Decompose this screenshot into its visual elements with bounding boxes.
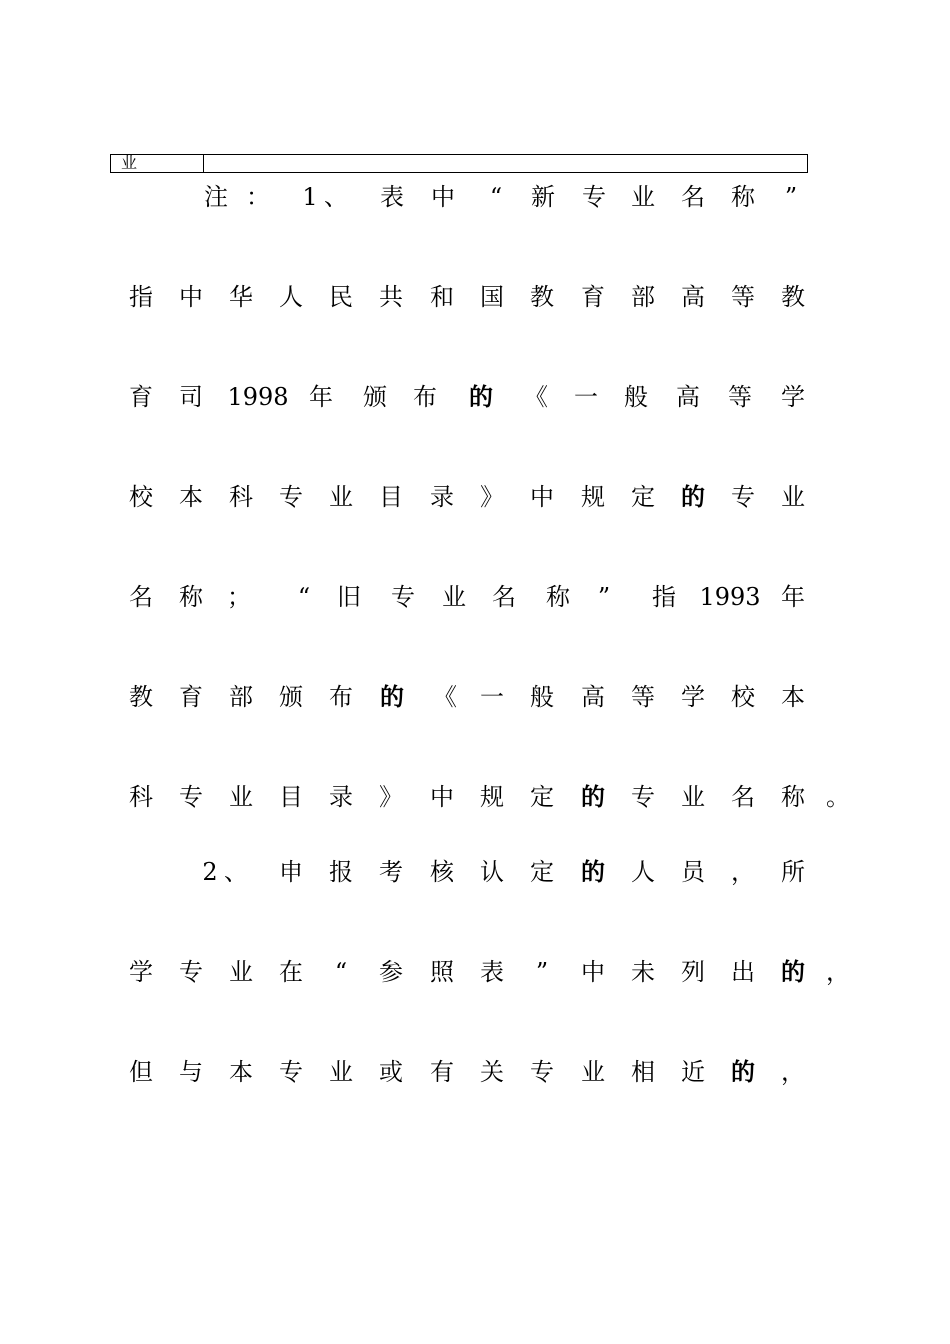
text-glyph: 学	[129, 958, 153, 986]
text-glyph: 学	[681, 683, 705, 711]
text-glyph: 等	[728, 383, 752, 411]
text-glyph: 称	[731, 183, 755, 211]
text-glyph: 《	[524, 383, 548, 411]
text-glyph: 专	[179, 958, 203, 986]
text-glyph: ；	[227, 583, 251, 611]
text-glyph: 目	[379, 483, 403, 511]
text-glyph: 中	[530, 483, 554, 511]
text-glyph: 称	[546, 583, 570, 611]
text-glyph: 和	[430, 283, 454, 311]
text-glyph: 校	[129, 483, 153, 511]
text-glyph: 等	[631, 683, 655, 711]
text-glyph: 专	[731, 483, 755, 511]
text-glyph: 近	[681, 1058, 705, 1086]
text-glyph: 本	[781, 683, 805, 711]
text-glyph: 专	[631, 783, 655, 811]
text-glyph: 专	[279, 483, 303, 511]
text-glyph: 华	[229, 283, 253, 311]
text-glyph: 相	[631, 1058, 655, 1086]
text-glyph: 业	[442, 583, 466, 611]
text-glyph: 》	[379, 783, 403, 811]
text-glyph: 指	[129, 283, 153, 311]
text-glyph: 司	[179, 383, 203, 411]
text-glyph: ：	[246, 183, 270, 211]
text-glyph: 中	[179, 283, 203, 311]
text-glyph: 学	[781, 383, 805, 411]
text-glyph: 部	[229, 683, 253, 711]
text-glyph: 共	[379, 283, 403, 311]
text-glyph: 专	[391, 583, 415, 611]
table-fragment	[110, 154, 808, 173]
text-glyph: 专	[582, 183, 606, 211]
text-glyph: “	[334, 958, 348, 986]
text-glyph: 员	[681, 858, 705, 886]
text-glyph: ”	[535, 958, 549, 986]
text-glyph: 但	[129, 1058, 153, 1086]
text-glyph: 教	[781, 283, 805, 311]
text-glyph: 的	[380, 682, 404, 711]
text-glyph: 规	[581, 483, 605, 511]
text-glyph: 年	[781, 583, 805, 611]
text-glyph: 人	[279, 283, 303, 311]
text-glyph: 有	[430, 1058, 454, 1086]
text-glyph: 定	[530, 783, 554, 811]
text-glyph: 专	[279, 1058, 303, 1086]
text-glyph: ，	[826, 958, 850, 986]
text-glyph: 目	[279, 783, 303, 811]
text-glyph: 名	[681, 183, 705, 211]
text-glyph: 表	[380, 183, 404, 211]
text-glyph: 核	[430, 858, 454, 886]
text-glyph: 业	[631, 183, 655, 211]
text-glyph: 专	[179, 783, 203, 811]
text-glyph: ”	[784, 183, 798, 211]
text-glyph: 般	[624, 383, 648, 411]
text-glyph: 一	[574, 383, 598, 411]
text-glyph: 一	[480, 683, 504, 711]
text-glyph: 国	[480, 283, 504, 311]
text-glyph: 名	[731, 783, 755, 811]
text-glyph: 录	[329, 783, 353, 811]
text-glyph: 年	[309, 383, 333, 411]
text-glyph: 业	[681, 783, 705, 811]
text-glyph: 人	[631, 858, 655, 886]
text-glyph: 称	[179, 583, 203, 611]
text-glyph: 、	[324, 183, 348, 211]
text-glyph: 布	[413, 383, 437, 411]
text-glyph: 1	[302, 183, 318, 211]
text-glyph: 称	[781, 783, 805, 811]
text-glyph: 。	[826, 783, 850, 811]
text-glyph: 指	[652, 583, 676, 611]
text-glyph: 的	[731, 1057, 755, 1086]
text-glyph: 或	[379, 1058, 403, 1086]
text-glyph: “	[297, 583, 311, 611]
text-glyph: 业	[229, 783, 253, 811]
text-glyph: ，	[731, 858, 755, 886]
text-glyph: 的	[581, 782, 605, 811]
text-glyph: 部	[631, 283, 655, 311]
text-glyph: 名	[129, 583, 153, 611]
text-glyph: 申	[279, 858, 303, 886]
text-glyph: 中	[431, 183, 455, 211]
text-glyph: 列	[681, 958, 705, 986]
text-glyph: 育	[581, 283, 605, 311]
text-glyph: 业	[329, 1058, 353, 1086]
text-glyph: 未	[631, 958, 655, 986]
text-glyph: 的	[469, 382, 493, 411]
text-glyph: ”	[597, 583, 611, 611]
text-glyph: 业	[581, 1058, 605, 1086]
text-glyph: 定	[631, 483, 655, 511]
text-glyph: 中	[430, 783, 454, 811]
text-glyph: 在	[279, 958, 303, 986]
text-glyph: 业	[329, 483, 353, 511]
text-glyph: 校	[731, 683, 755, 711]
text-glyph: 报	[329, 858, 353, 886]
text-glyph: 颁	[279, 683, 303, 711]
table-cell-text: 业	[121, 153, 138, 172]
text-glyph: 新	[531, 183, 555, 211]
text-glyph: 参	[379, 958, 403, 986]
text-glyph: 与	[179, 1058, 203, 1086]
text-glyph: “	[489, 183, 503, 211]
text-glyph: 教	[129, 683, 153, 711]
text-glyph: 高	[581, 683, 605, 711]
text-glyph: 1998	[227, 383, 289, 411]
text-glyph: 育	[179, 683, 203, 711]
text-glyph: 高	[676, 383, 700, 411]
text-glyph: 认	[480, 858, 504, 886]
text-glyph: 高	[681, 283, 705, 311]
text-glyph: 中	[581, 958, 605, 986]
text-glyph: 的	[681, 482, 705, 511]
text-glyph: 考	[379, 858, 403, 886]
text-glyph: 业	[229, 958, 253, 986]
text-glyph: 专	[530, 1058, 554, 1086]
text-glyph: 业	[781, 483, 805, 511]
text-glyph: 等	[731, 283, 755, 311]
text-glyph: 照	[430, 958, 454, 986]
text-glyph: 科	[229, 483, 253, 511]
text-glyph: 所	[781, 858, 805, 886]
text-glyph: 定	[530, 858, 554, 886]
text-glyph: 注	[204, 183, 228, 211]
text-glyph: 的	[581, 857, 605, 886]
text-glyph: 布	[329, 683, 353, 711]
text-glyph: 本	[229, 1058, 253, 1086]
text-glyph: 育	[129, 383, 153, 411]
text-glyph: 民	[329, 283, 353, 311]
text-glyph: 规	[480, 783, 504, 811]
text-glyph: 旧	[337, 583, 361, 611]
text-glyph: 的	[781, 957, 805, 986]
text-glyph: 《	[433, 683, 457, 711]
text-glyph: 录	[430, 483, 454, 511]
text-glyph: 》	[480, 483, 504, 511]
text-glyph: 名	[492, 583, 516, 611]
text-glyph: 、	[224, 858, 248, 886]
text-glyph: 表	[480, 958, 504, 986]
text-glyph: 1993	[699, 583, 761, 611]
text-glyph: 本	[179, 483, 203, 511]
text-glyph: 般	[530, 683, 554, 711]
text-glyph: 关	[480, 1058, 504, 1086]
text-glyph: 教	[530, 283, 554, 311]
text-glyph: ，	[781, 1058, 805, 1086]
text-glyph: 科	[129, 783, 153, 811]
table-column-divider	[203, 155, 204, 172]
text-glyph: 2	[202, 858, 218, 886]
text-glyph: 出	[731, 958, 755, 986]
text-glyph: 颁	[363, 383, 387, 411]
